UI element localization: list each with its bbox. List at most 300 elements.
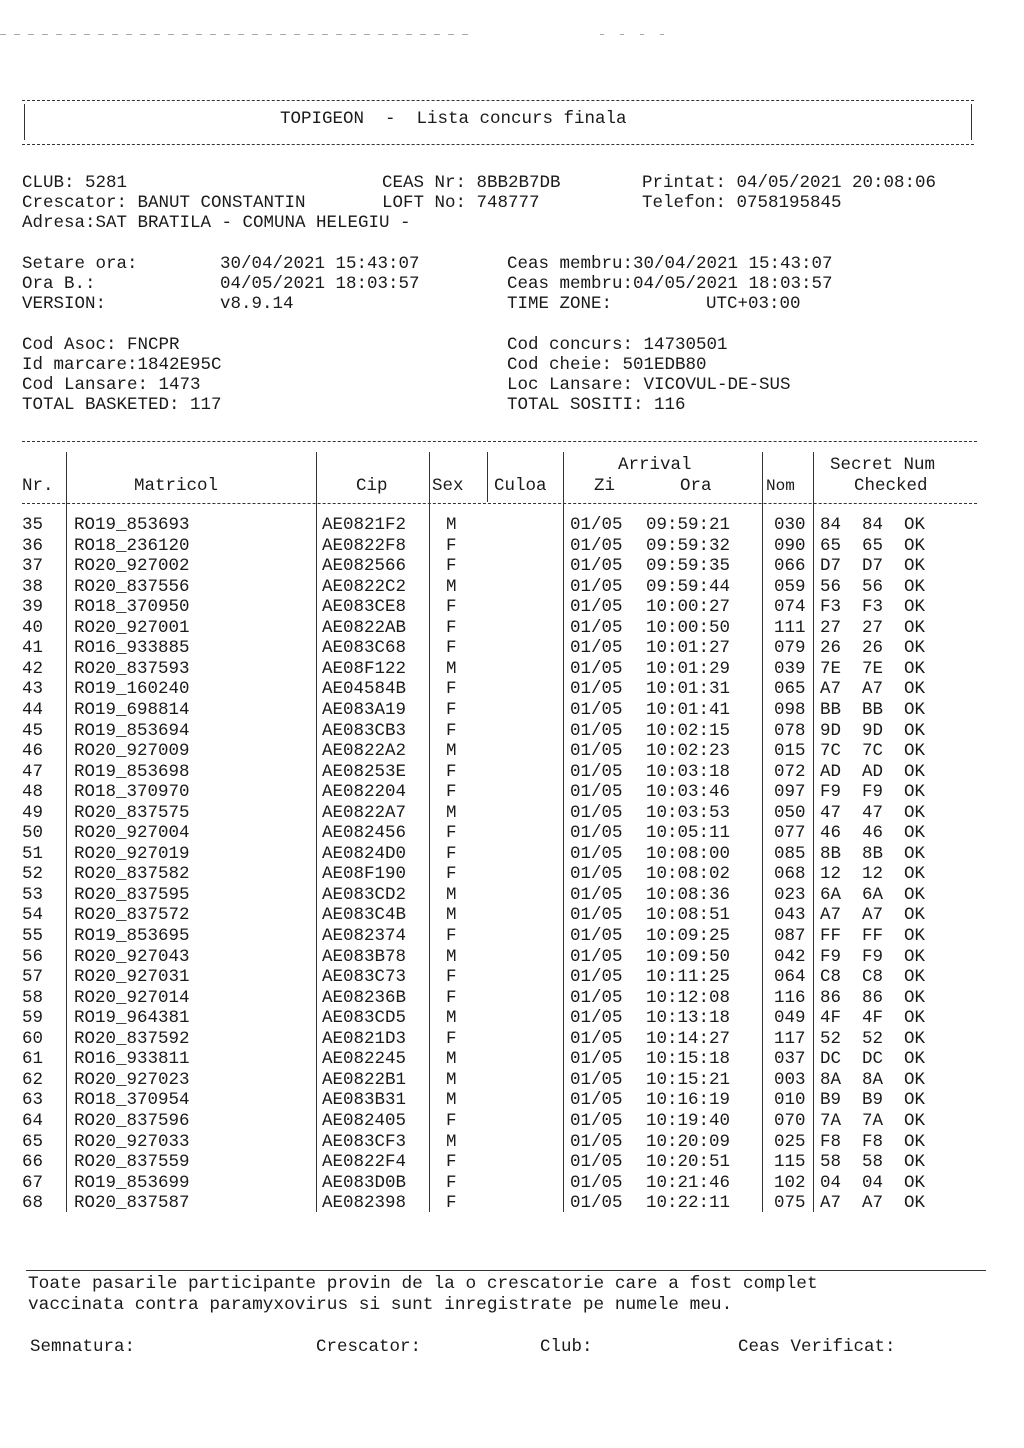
cell-secret-checked: 04 04 OK bbox=[820, 1172, 926, 1193]
cell-cip: AE08F190 bbox=[322, 864, 407, 885]
cell-nom: 010 bbox=[774, 1090, 806, 1111]
cell-cip: AE083D0B bbox=[322, 1172, 407, 1193]
ora-b-label: Ora B.: bbox=[22, 274, 96, 294]
cell-cip: AE08236B bbox=[322, 987, 407, 1008]
cell-zi: 01/05 bbox=[570, 926, 623, 946]
cell-sex: F bbox=[446, 823, 457, 844]
cell-ora: 10:05:11 bbox=[646, 823, 731, 844]
cell-secret-checked: 8A 8A OK bbox=[820, 1069, 926, 1090]
cod-lansare: Cod Lansare: 1473 bbox=[22, 375, 201, 395]
cell-nr: 54 bbox=[22, 905, 44, 926]
cell-sex: F bbox=[446, 1172, 457, 1193]
title-box-top-border bbox=[22, 100, 974, 101]
cell-matricol: RO19_853693 bbox=[74, 515, 190, 535]
cell-secret-checked: 26 26 OK bbox=[820, 638, 926, 659]
cell-cip: AE082204 bbox=[322, 782, 407, 803]
time-zone-label: TIME ZONE: bbox=[507, 294, 613, 314]
cell-ora: 10:13:18 bbox=[646, 1008, 731, 1029]
cell-cip: AE083CE8 bbox=[322, 597, 407, 618]
cell-zi: 01/05 bbox=[570, 823, 623, 844]
cell-nr: 66 bbox=[22, 1152, 44, 1173]
cell-ora: 10:08:00 bbox=[646, 843, 731, 864]
cell-zi: 01/05 bbox=[570, 720, 623, 741]
cell-cip: AE0822A7 bbox=[322, 802, 407, 823]
cell-zi: 01/05 bbox=[570, 782, 623, 803]
cell-zi: 01/05 bbox=[570, 967, 623, 988]
cell-matricol: RO20_837596 bbox=[74, 1110, 190, 1131]
cell-secret-checked: 58 58 OK bbox=[820, 1152, 926, 1173]
version-label: VERSION: bbox=[22, 294, 107, 314]
declaration-line-2: vaccinata contra paramyxovirus si sunt inregistrate pe numele meu. bbox=[28, 1295, 733, 1315]
id-marcare: Id marcare:1842E95C bbox=[22, 355, 222, 375]
cell-sex: M bbox=[446, 1008, 457, 1029]
cell-cip: AE0822A2 bbox=[322, 741, 407, 762]
cell-ora: 09:59:21 bbox=[646, 515, 731, 535]
cell-zi: 01/05 bbox=[570, 1069, 623, 1090]
col-separator bbox=[429, 452, 430, 1212]
cell-zi: 01/05 bbox=[570, 741, 623, 762]
cell-nom: 078 bbox=[774, 720, 806, 741]
cell-matricol: RO20_927033 bbox=[74, 1131, 190, 1152]
col-header-matricol: Matricol bbox=[134, 476, 219, 496]
cell-nom: 068 bbox=[774, 864, 806, 885]
setare-value: 30/04/2021 15:43:07 bbox=[220, 254, 420, 274]
cell-cip: AE082374 bbox=[322, 926, 407, 946]
col-header-zi: Zi bbox=[594, 476, 616, 496]
cell-ora: 10:02:15 bbox=[646, 720, 731, 741]
cell-sex: M bbox=[446, 576, 457, 597]
cell-cip: AE04584B bbox=[322, 679, 407, 700]
cell-sex: F bbox=[446, 1110, 457, 1131]
col-separator bbox=[762, 452, 763, 1212]
cell-cip: AE0822C2 bbox=[322, 576, 407, 597]
cell-matricol: RO20_927023 bbox=[74, 1069, 190, 1090]
cell-cip: AE083C73 bbox=[322, 967, 407, 988]
cell-nom: 025 bbox=[774, 1131, 806, 1152]
cell-secret-checked: 84 84 OK bbox=[820, 515, 926, 535]
cell-cip: AE083C4B bbox=[322, 905, 407, 926]
loft-no: LOFT No: 748777 bbox=[382, 193, 540, 213]
cell-ora: 10:01:27 bbox=[646, 638, 731, 659]
cell-secret-checked: F8 F8 OK bbox=[820, 1131, 926, 1152]
cell-cip: AE082405 bbox=[322, 1110, 407, 1131]
cell-nr: 50 bbox=[22, 823, 44, 844]
cell-nr: 64 bbox=[22, 1110, 44, 1131]
cell-nr: 58 bbox=[22, 987, 44, 1008]
cell-matricol: RO19_853698 bbox=[74, 761, 190, 782]
declaration-line-1: Toate pasarile participante provin de la o crescatorie care a fost complet bbox=[28, 1274, 818, 1294]
cell-zi: 01/05 bbox=[570, 1090, 623, 1111]
cell-nr: 46 bbox=[22, 741, 44, 762]
cell-sex: M bbox=[446, 802, 457, 823]
cell-nr: 41 bbox=[22, 638, 44, 659]
cell-sex: F bbox=[446, 720, 457, 741]
cell-nr: 55 bbox=[22, 926, 44, 946]
cell-nr: 45 bbox=[22, 720, 44, 741]
cell-cip: AE083CD5 bbox=[322, 1008, 407, 1029]
col-header-secret-num: Secret Num bbox=[830, 455, 936, 475]
cell-ora: 10:14:27 bbox=[646, 1028, 731, 1049]
crescator-signature-label: Crescator: bbox=[316, 1337, 422, 1357]
cell-nom: 090 bbox=[774, 535, 806, 556]
semnatura-label: Semnatura: bbox=[30, 1337, 136, 1357]
cell-cip: AE0822AB bbox=[322, 617, 407, 638]
cell-nr: 48 bbox=[22, 782, 44, 803]
cell-nom: 030 bbox=[774, 515, 806, 535]
cell-matricol: RO20_837559 bbox=[74, 1152, 190, 1173]
cell-zi: 01/05 bbox=[570, 515, 623, 535]
cell-secret-checked: 27 27 OK bbox=[820, 617, 926, 638]
cell-nr: 49 bbox=[22, 802, 44, 823]
cell-secret-checked: 7A 7A OK bbox=[820, 1110, 926, 1131]
cell-ora: 10:09:25 bbox=[646, 926, 731, 946]
cell-ora: 10:03:53 bbox=[646, 802, 731, 823]
club-signature-label: Club: bbox=[540, 1337, 593, 1357]
cell-secret-checked: A7 A7 OK bbox=[820, 905, 926, 926]
cell-nr: 65 bbox=[22, 1131, 44, 1152]
ora-b-value: 04/05/2021 18:03:57 bbox=[220, 274, 420, 294]
cell-nom: 074 bbox=[774, 597, 806, 618]
cell-zi: 01/05 bbox=[570, 1049, 623, 1070]
cell-secret-checked: B9 B9 OK bbox=[820, 1090, 926, 1111]
cell-ora: 10:16:19 bbox=[646, 1090, 731, 1111]
col-separator bbox=[813, 452, 814, 1212]
cell-nom: 077 bbox=[774, 823, 806, 844]
cell-nom: 115 bbox=[774, 1152, 806, 1173]
cell-nr: 47 bbox=[22, 761, 44, 782]
cell-secret-checked: 4F 4F OK bbox=[820, 1008, 926, 1029]
cell-nom: 066 bbox=[774, 556, 806, 577]
cell-nr: 53 bbox=[22, 884, 44, 905]
cell-sex: M bbox=[446, 884, 457, 905]
cell-ora: 10:19:40 bbox=[646, 1110, 731, 1131]
col-header-cip: Cip bbox=[356, 476, 388, 496]
cell-secret-checked: FF FF OK bbox=[820, 926, 926, 946]
cell-matricol: RO20_927014 bbox=[74, 987, 190, 1008]
cell-secret-checked: 8B 8B OK bbox=[820, 843, 926, 864]
cell-sex: F bbox=[446, 864, 457, 885]
cell-nr: 42 bbox=[22, 658, 44, 679]
title-box-right-border bbox=[971, 104, 972, 140]
cell-sex: F bbox=[446, 638, 457, 659]
cell-secret-checked: 6A 6A OK bbox=[820, 884, 926, 905]
cell-cip: AE083B31 bbox=[322, 1090, 407, 1111]
cell-nom: 117 bbox=[774, 1028, 806, 1049]
ceas-membru-1: Ceas membru:30/04/2021 15:43:07 bbox=[507, 254, 833, 274]
cell-ora: 10:09:50 bbox=[646, 946, 731, 967]
cell-sex: M bbox=[446, 1090, 457, 1111]
cell-ora: 10:22:11 bbox=[646, 1193, 731, 1214]
cell-nom: 072 bbox=[774, 761, 806, 782]
cell-matricol: RO19_853695 bbox=[74, 926, 190, 946]
cell-secret-checked: F9 F9 OK bbox=[820, 782, 926, 803]
cell-sex: F bbox=[446, 782, 457, 803]
cell-nom: 098 bbox=[774, 699, 806, 720]
cell-cip: AE083C68 bbox=[322, 638, 407, 659]
cell-nr: 61 bbox=[22, 1049, 44, 1070]
cell-matricol: RO20_837572 bbox=[74, 905, 190, 926]
cell-secret-checked: AD AD OK bbox=[820, 761, 926, 782]
cell-cip: AE082456 bbox=[322, 823, 407, 844]
cell-nr: 67 bbox=[22, 1172, 44, 1193]
cell-matricol: RO18_370954 bbox=[74, 1090, 190, 1111]
cell-ora: 10:20:51 bbox=[646, 1152, 731, 1173]
cell-ora: 09:59:32 bbox=[646, 535, 731, 556]
cell-cip: AE0822F4 bbox=[322, 1152, 407, 1173]
cell-sex: F bbox=[446, 843, 457, 864]
cell-sex: F bbox=[446, 926, 457, 946]
cell-nr: 36 bbox=[22, 535, 44, 556]
table-top-border bbox=[22, 441, 977, 442]
cell-zi: 01/05 bbox=[570, 802, 623, 823]
cell-nom: 102 bbox=[774, 1172, 806, 1193]
cell-zi: 01/05 bbox=[570, 761, 623, 782]
cell-matricol: RO19_853699 bbox=[74, 1172, 190, 1193]
cell-matricol: RO18_370950 bbox=[74, 597, 190, 618]
cell-zi: 01/05 bbox=[570, 946, 623, 967]
cell-ora: 10:20:09 bbox=[646, 1131, 731, 1152]
setare-label: Setare ora: bbox=[22, 254, 138, 274]
cell-ora: 10:15:21 bbox=[646, 1069, 731, 1090]
cell-zi: 01/05 bbox=[570, 679, 623, 700]
cell-matricol: RO19_964381 bbox=[74, 1008, 190, 1029]
cell-nom: 064 bbox=[774, 967, 806, 988]
cell-matricol: RO18_236120 bbox=[74, 535, 190, 556]
cell-nom: 065 bbox=[774, 679, 806, 700]
cell-secret-checked: F3 F3 OK bbox=[820, 597, 926, 618]
cell-secret-checked: 46 46 OK bbox=[820, 823, 926, 844]
cell-cip: AE083B78 bbox=[322, 946, 407, 967]
cell-matricol: RO18_370970 bbox=[74, 782, 190, 803]
cell-matricol: RO20_837582 bbox=[74, 864, 190, 885]
table-header-bottom-border bbox=[22, 503, 977, 504]
cell-secret-checked: 7E 7E OK bbox=[820, 658, 926, 679]
version-value: v8.9.14 bbox=[220, 294, 294, 314]
cell-zi: 01/05 bbox=[570, 597, 623, 618]
cell-nom: 116 bbox=[774, 987, 806, 1008]
cell-secret-checked: 56 56 OK bbox=[820, 576, 926, 597]
cell-sex: F bbox=[446, 1152, 457, 1173]
cell-nom: 023 bbox=[774, 884, 806, 905]
cell-matricol: RO19_698814 bbox=[74, 699, 190, 720]
cell-zi: 01/05 bbox=[570, 576, 623, 597]
cell-nom: 070 bbox=[774, 1110, 806, 1131]
cell-cip: AE083CF3 bbox=[322, 1131, 407, 1152]
col-separator bbox=[316, 452, 317, 1212]
footer-divider bbox=[26, 1270, 986, 1271]
cell-matricol: RO20_927002 bbox=[74, 556, 190, 577]
cell-sex: M bbox=[446, 1069, 457, 1090]
cell-cip: AE083CD2 bbox=[322, 884, 407, 905]
cell-nr: 43 bbox=[22, 679, 44, 700]
ceas-membru-2: Ceas membru:04/05/2021 18:03:57 bbox=[507, 274, 833, 294]
ceas-nr: CEAS Nr: 8BB2B7DB bbox=[382, 173, 561, 193]
cell-sex: M bbox=[446, 1131, 457, 1152]
cell-cip: AE0821D3 bbox=[322, 1028, 407, 1049]
cell-nom: 015 bbox=[774, 741, 806, 762]
cell-nom: 097 bbox=[774, 782, 806, 803]
cell-matricol: RO20_837575 bbox=[74, 802, 190, 823]
cell-sex: F bbox=[446, 1193, 457, 1214]
cell-cip: AE082245 bbox=[322, 1049, 407, 1070]
cell-nom: 049 bbox=[774, 1008, 806, 1029]
cell-sex: F bbox=[446, 987, 457, 1008]
col-header-arrival: Arrival bbox=[618, 455, 692, 475]
cell-nom: 085 bbox=[774, 843, 806, 864]
cell-secret-checked: D7 D7 OK bbox=[820, 556, 926, 577]
cell-matricol: RO20_927009 bbox=[74, 741, 190, 762]
cell-zi: 01/05 bbox=[570, 638, 623, 659]
cell-ora: 10:03:18 bbox=[646, 761, 731, 782]
scan-artifact bbox=[600, 34, 680, 35]
cell-nom: 003 bbox=[774, 1069, 806, 1090]
cell-ora: 10:12:08 bbox=[646, 987, 731, 1008]
cell-zi: 01/05 bbox=[570, 556, 623, 577]
total-basketed: TOTAL BASKETED: 117 bbox=[22, 395, 222, 415]
ceas-verificat-label: Ceas Verificat: bbox=[738, 1337, 896, 1357]
col-header-nom: Nom bbox=[766, 477, 795, 495]
cell-cip: AE08253E bbox=[322, 761, 407, 782]
cell-nom: 037 bbox=[774, 1049, 806, 1070]
cell-sex: F bbox=[446, 699, 457, 720]
cell-sex: F bbox=[446, 535, 457, 556]
cell-matricol: RO20_837592 bbox=[74, 1028, 190, 1049]
loc-lansare: Loc Lansare: VICOVUL-DE-SUS bbox=[507, 375, 791, 395]
col-separator bbox=[487, 452, 488, 502]
cell-nr: 38 bbox=[22, 576, 44, 597]
printat: Printat: 04/05/2021 20:08:06 bbox=[642, 173, 937, 193]
cell-zi: 01/05 bbox=[570, 1172, 623, 1193]
cell-matricol: RO19_853694 bbox=[74, 720, 190, 741]
cell-sex: M bbox=[446, 1049, 457, 1070]
cell-secret-checked: A7 A7 OK bbox=[820, 679, 926, 700]
cell-zi: 01/05 bbox=[570, 658, 623, 679]
cell-sex: M bbox=[446, 515, 457, 535]
total-sositi: TOTAL SOSITI: 116 bbox=[507, 395, 686, 415]
cell-ora: 10:08:51 bbox=[646, 905, 731, 926]
telefon: Telefon: 0758195845 bbox=[642, 193, 842, 213]
cell-nr: 39 bbox=[22, 597, 44, 618]
cell-sex: F bbox=[446, 967, 457, 988]
cell-ora: 10:11:25 bbox=[646, 967, 731, 988]
col-header-checked: Checked bbox=[854, 476, 928, 496]
cell-nr: 52 bbox=[22, 864, 44, 885]
cell-ora: 10:08:02 bbox=[646, 864, 731, 885]
cell-nr: 59 bbox=[22, 1008, 44, 1029]
cell-zi: 01/05 bbox=[570, 864, 623, 885]
cell-nr: 44 bbox=[22, 699, 44, 720]
cell-matricol: RO20_927031 bbox=[74, 967, 190, 988]
col-header-nr: Nr. bbox=[22, 476, 54, 496]
cell-matricol: RO20_837556 bbox=[74, 576, 190, 597]
cell-secret-checked: 52 52 OK bbox=[820, 1028, 926, 1049]
col-header-sex: Sex bbox=[432, 476, 464, 496]
cod-concurs: Cod concurs: 14730501 bbox=[507, 335, 728, 355]
cell-nr: 40 bbox=[22, 617, 44, 638]
cell-ora: 09:59:44 bbox=[646, 576, 731, 597]
cell-nr: 63 bbox=[22, 1090, 44, 1111]
cell-nom: 079 bbox=[774, 638, 806, 659]
cell-secret-checked: 12 12 OK bbox=[820, 864, 926, 885]
cell-zi: 01/05 bbox=[570, 535, 623, 556]
page-title: TOPIGEON - Lista concurs finala bbox=[280, 109, 627, 129]
cell-zi: 01/05 bbox=[570, 1193, 623, 1214]
cell-matricol: RO20_927043 bbox=[74, 946, 190, 967]
cell-nom: 075 bbox=[774, 1193, 806, 1214]
cell-cip: AE0821F2 bbox=[322, 515, 407, 535]
cell-nr: 57 bbox=[22, 967, 44, 988]
cell-matricol: RO20_837593 bbox=[74, 658, 190, 679]
cell-ora: 10:01:41 bbox=[646, 699, 731, 720]
cell-nr: 60 bbox=[22, 1028, 44, 1049]
cell-cip: AE0822B1 bbox=[322, 1069, 407, 1090]
cell-secret-checked: C8 C8 OK bbox=[820, 967, 926, 988]
cell-nom: 042 bbox=[774, 946, 806, 967]
cell-matricol: RO20_837595 bbox=[74, 884, 190, 905]
cell-cip: AE083A19 bbox=[322, 699, 407, 720]
col-separator bbox=[563, 452, 564, 1212]
cell-secret-checked: 65 65 OK bbox=[820, 535, 926, 556]
cell-nom: 039 bbox=[774, 658, 806, 679]
cell-nom: 043 bbox=[774, 905, 806, 926]
cell-sex: M bbox=[446, 905, 457, 926]
cell-sex: F bbox=[446, 761, 457, 782]
cell-ora: 10:01:29 bbox=[646, 658, 731, 679]
cell-zi: 01/05 bbox=[570, 905, 623, 926]
cell-zi: 01/05 bbox=[570, 1008, 623, 1029]
cell-cip: AE0824D0 bbox=[322, 843, 407, 864]
cell-secret-checked: BB BB OK bbox=[820, 699, 926, 720]
cell-secret-checked: 7C 7C OK bbox=[820, 741, 926, 762]
scan-artifact bbox=[0, 34, 470, 35]
cell-matricol: RO20_927019 bbox=[74, 843, 190, 864]
cell-nr: 51 bbox=[22, 843, 44, 864]
cell-cip: AE082566 bbox=[322, 556, 407, 577]
cell-ora: 10:01:31 bbox=[646, 679, 731, 700]
cell-nr: 56 bbox=[22, 946, 44, 967]
cell-zi: 01/05 bbox=[570, 699, 623, 720]
cell-ora: 10:00:27 bbox=[646, 597, 731, 618]
cell-matricol: RO20_927004 bbox=[74, 823, 190, 844]
col-header-ora: Ora bbox=[680, 476, 712, 496]
cell-sex: F bbox=[446, 556, 457, 577]
cell-nr: 35 bbox=[22, 515, 44, 535]
cell-secret-checked: 86 86 OK bbox=[820, 987, 926, 1008]
cell-zi: 01/05 bbox=[570, 843, 623, 864]
cod-asoc: Cod Asoc: FNCPR bbox=[22, 335, 180, 355]
cell-sex: F bbox=[446, 597, 457, 618]
cell-nom: 050 bbox=[774, 802, 806, 823]
cell-zi: 01/05 bbox=[570, 1028, 623, 1049]
cell-nr: 37 bbox=[22, 556, 44, 577]
cod-cheie: Cod cheie: 501EDB80 bbox=[507, 355, 707, 375]
cell-matricol: RO16_933885 bbox=[74, 638, 190, 659]
cell-ora: 10:02:23 bbox=[646, 741, 731, 762]
cell-secret-checked: F9 F9 OK bbox=[820, 946, 926, 967]
club-info: CLUB: 5281 bbox=[22, 173, 128, 193]
col-separator bbox=[66, 452, 67, 1212]
cell-matricol: RO16_933811 bbox=[74, 1049, 190, 1070]
cell-ora: 10:08:36 bbox=[646, 884, 731, 905]
cell-zi: 01/05 bbox=[570, 987, 623, 1008]
cell-ora: 10:21:46 bbox=[646, 1172, 731, 1193]
cell-zi: 01/05 bbox=[570, 1152, 623, 1173]
cell-cip: AE082398 bbox=[322, 1193, 407, 1214]
title-box-left-border bbox=[24, 104, 25, 140]
cell-nom: 111 bbox=[774, 617, 806, 638]
crescator: Crescator: BANUT CONSTANTIN bbox=[22, 193, 306, 213]
cell-nom: 059 bbox=[774, 576, 806, 597]
